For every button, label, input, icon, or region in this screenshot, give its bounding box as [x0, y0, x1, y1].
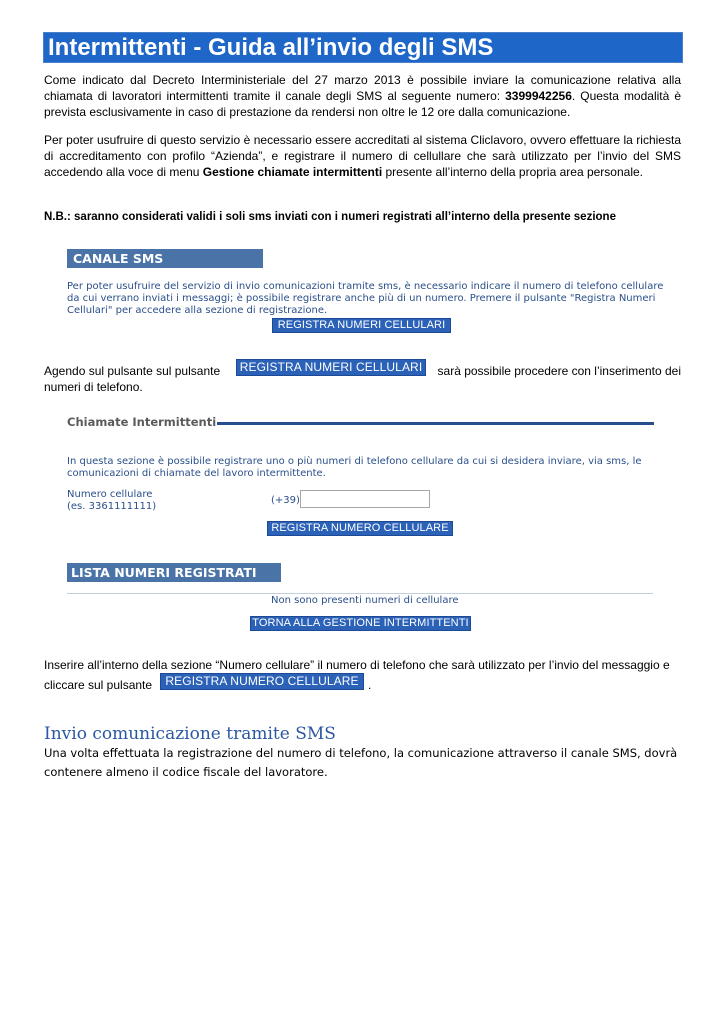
- chiamate-intermittenti-heading: Chiamate Intermittenti: [67, 415, 217, 429]
- page-title: Intermittenti - Guida all’invio degli SMS: [48, 34, 494, 61]
- numero-cellulare-label: Numero cellulare: [67, 489, 153, 500]
- country-prefix: (+39): [271, 495, 300, 506]
- intro-paragraph-2: Per poter usufruire di questo servizio è necessario essere accreditati al sistema Cliclavoro, ovvero effettuare la richiesta di accreditamento con profilo “Azienda”, e registrare il numero di cellullare che sarà utilizzato per l’invio del SMS accedendo alla voce di menu Gestione chiamate intermittenti presente all’interno della propria area personale.: [44, 133, 681, 179]
- chiamate-text-1: In questa sezione è possibile registrare uno o più numeri di telefono cellulare da cui si desidera inviare, via sms, le: [67, 456, 642, 467]
- intro-paragraph-1: Come indicato dal Decreto Interministeriale del 27 marzo 2013 è possibile inviare la comunicazione relativa alla chiamata di lavoratori intermittenti tramite il canale degli SMS al seguente numero: 3399942256. Questa modalità è prevista esclusivamente in caso di prestazione da rendersi non oltre le 12 ore dalla comunicazione.: [44, 73, 681, 119]
- registra-numeri-cellulari-button[interactable]: REGISTRA NUMERI CELLULARI: [272, 318, 451, 333]
- menu-reference: Gestione chiamate intermittenti: [202, 165, 383, 179]
- numero-cellulare-input[interactable]: [300, 490, 430, 508]
- inserire-text-before: cliccare sul pulsante: [44, 678, 153, 692]
- invio-text-line2: contenere almeno il codice fiscale del lavoratore.: [44, 765, 328, 779]
- chiamate-text-2: comunicazioni di chiamate del lavoro intermittente.: [67, 468, 326, 479]
- page-title-bar: [43, 32, 683, 63]
- lista-empty-message: Non sono presenti numeri di cellulare: [271, 595, 459, 606]
- canale-sms-text-3: Cellulari" per accedere alla sezione di registrazione.: [67, 305, 328, 316]
- canale-sms-text-2: da cui verrano inviati i messaggi; è possibile registrare anche più di un numero. Premere il pulsante "Registra Numeri: [67, 293, 656, 304]
- agendo-text-line2: numeri di telefono.: [44, 380, 143, 394]
- numero-cellulare-example: (es. 3361111111): [67, 501, 157, 512]
- inserire-text-after: .: [368, 678, 372, 692]
- registra-numero-cellulare-button[interactable]: REGISTRA NUMERO CELLULARE: [267, 521, 453, 536]
- agendo-text-before: Agendo sul pulsante sul pulsante: [44, 364, 221, 378]
- inserire-text-line1: Inserire all’interno della sezione “Numero cellulare” il numero di telefono che sarà utilizzato per l’invio del messaggio e: [44, 658, 670, 672]
- invio-text-line1: Una volta effettuata la registrazione del numero di telefono, la comunicazione attraverso il canale SMS, dovrà: [44, 746, 678, 760]
- agendo-text-after: sarà possibile procedere con l’inserimento dei: [437, 364, 681, 378]
- chiamate-divider: [217, 422, 654, 425]
- canale-sms-text-1: Per poter usufruire del servizio di invio comunicazioni tramite sms, è necessario indicare il numero di telefono cellulare: [67, 281, 664, 292]
- lista-divider: [67, 593, 653, 594]
- sms-number: 3399942256: [505, 89, 572, 103]
- canale-sms-header: CANALE SMS: [67, 249, 263, 268]
- registra-numeri-cellulari-inline-button[interactable]: REGISTRA NUMERI CELLULARI: [236, 359, 426, 376]
- nb-note: N.B.: saranno considerati validi i soli sms inviati con i numeri registrati all’interno della presente sezione: [44, 211, 616, 223]
- invio-section-title: Invio comunicazione tramite SMS: [44, 724, 336, 744]
- registra-numero-cellulare-inline-button[interactable]: REGISTRA NUMERO CELLULARE: [160, 673, 364, 690]
- torna-gestione-intermittenti-button[interactable]: TORNA ALLA GESTIONE INTERMITTENTI: [250, 616, 471, 631]
- lista-numeri-registrati-header: LISTA NUMERI REGISTRATI: [67, 563, 281, 582]
